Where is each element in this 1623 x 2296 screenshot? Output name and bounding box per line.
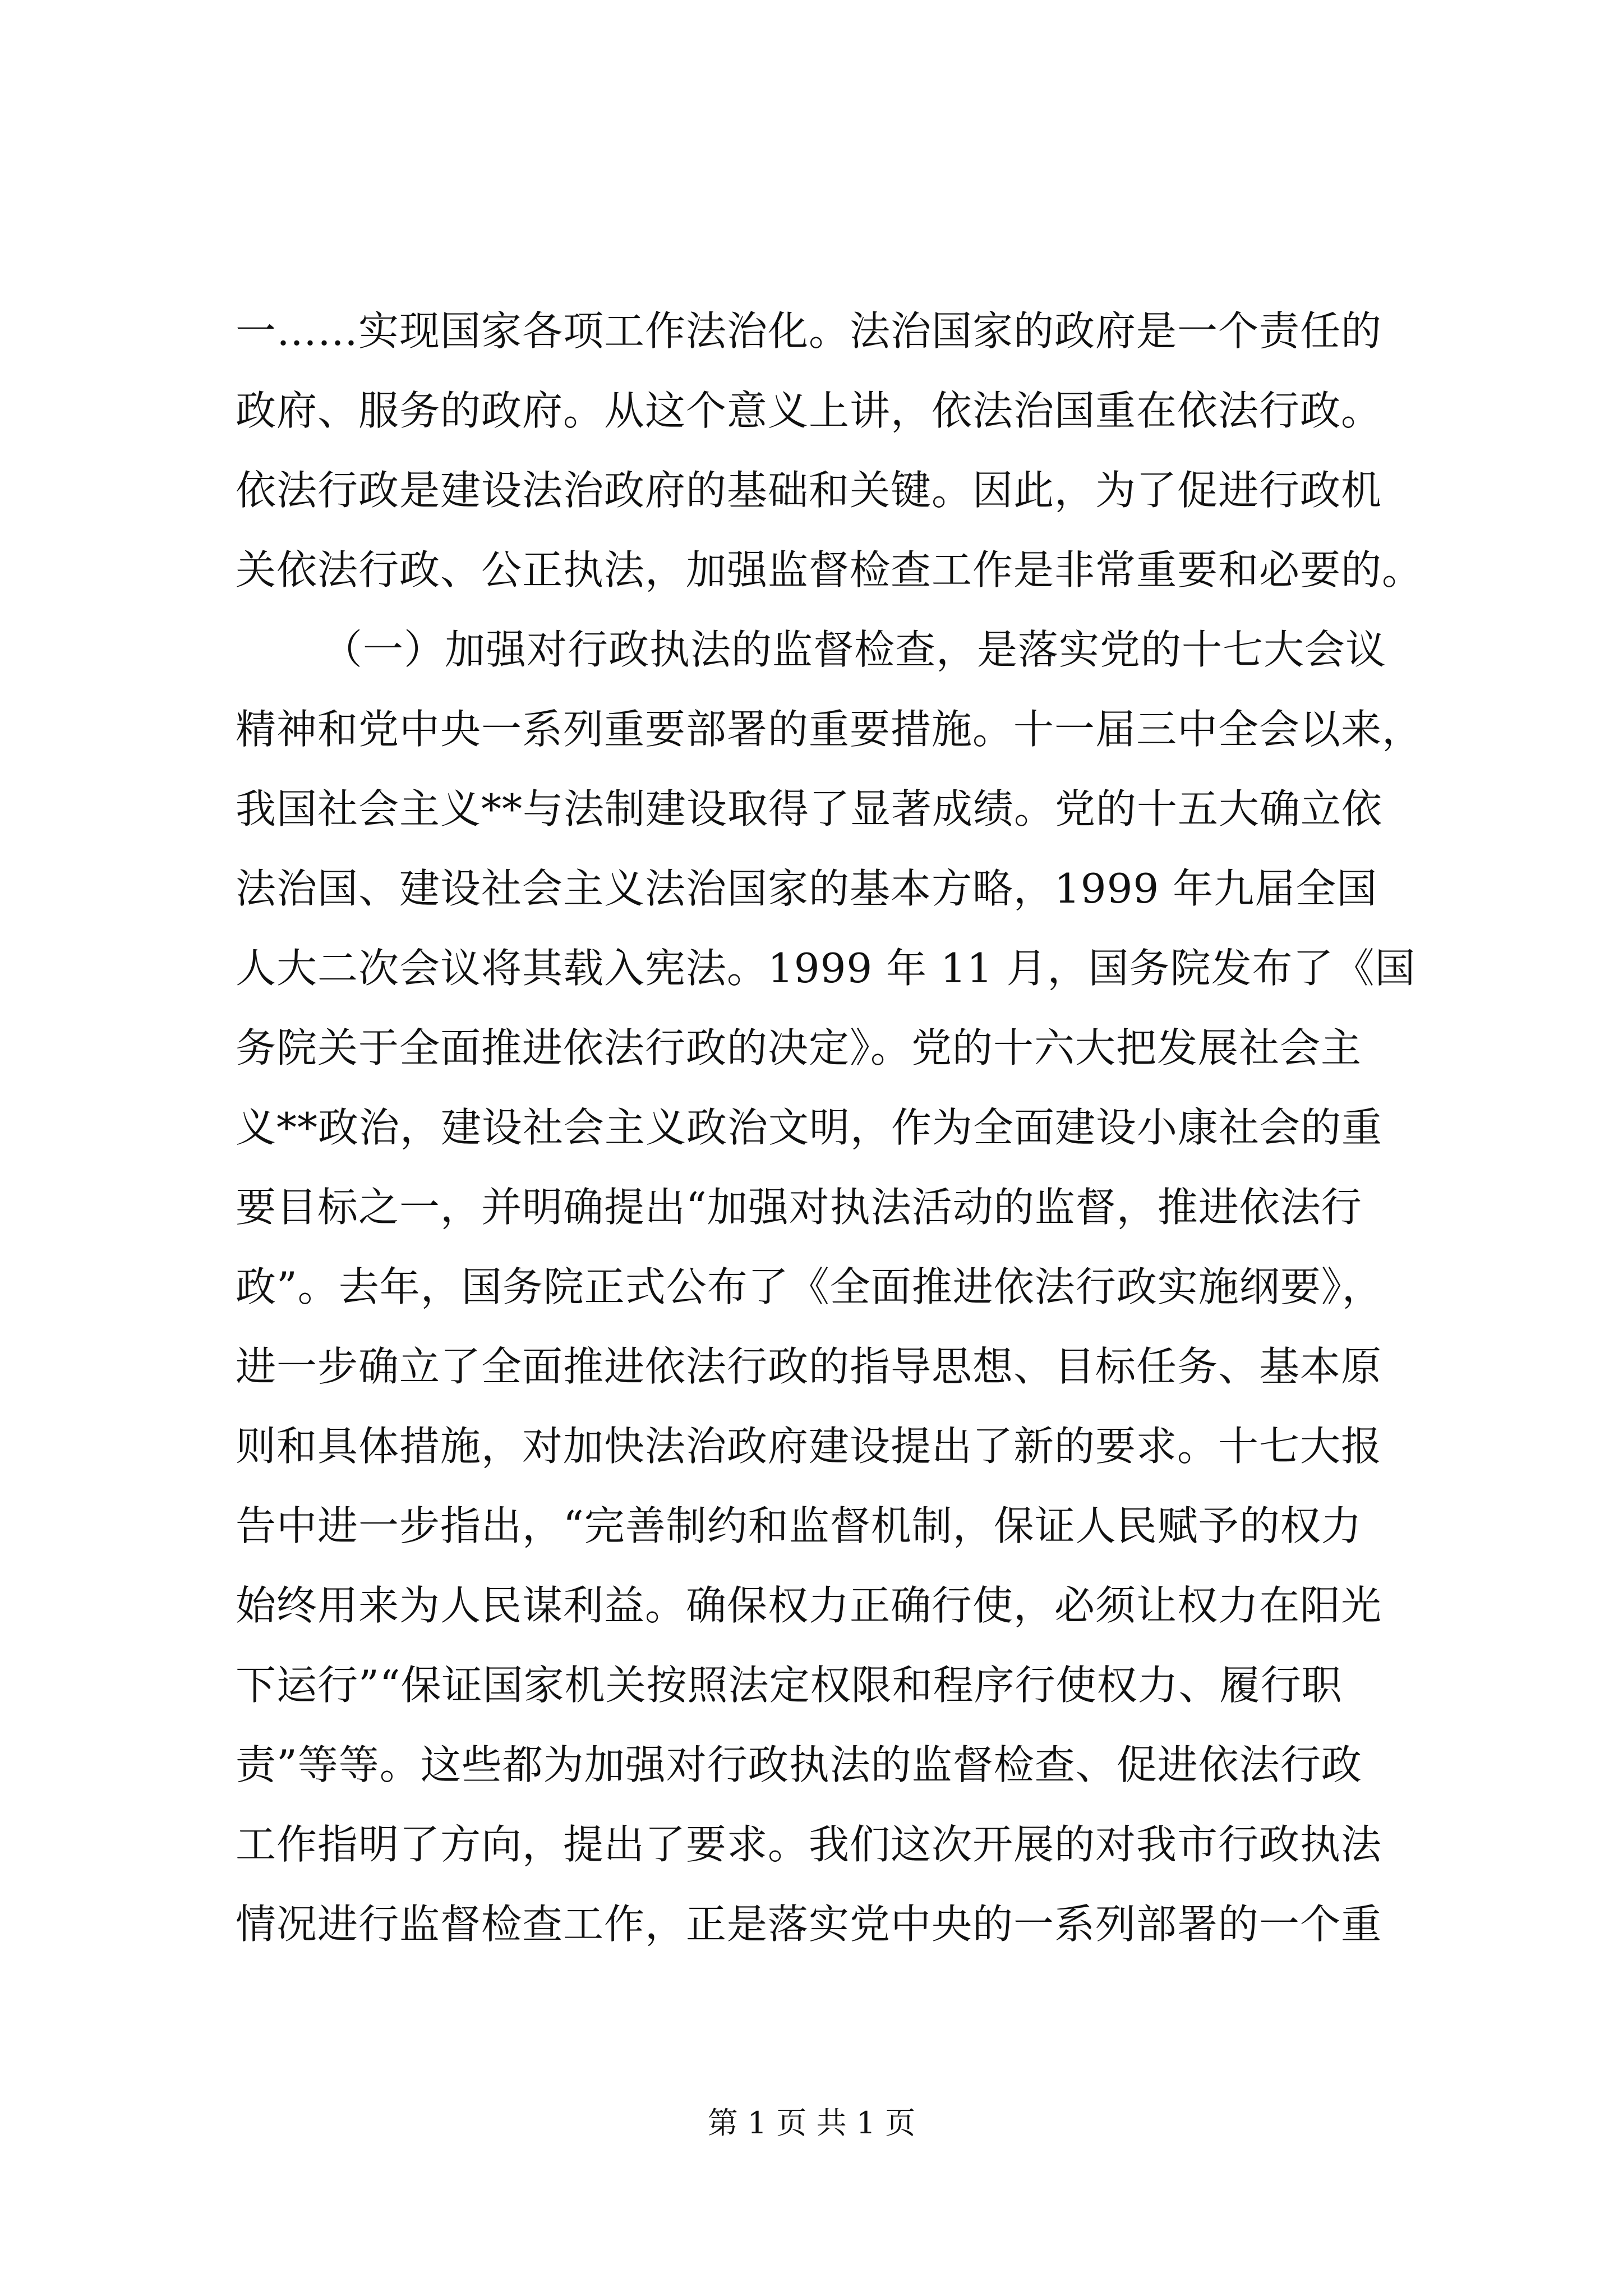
text-line: 我国社会主义**与法制建设取得了显著成绩。党的十五大确立依 [236, 785, 1383, 832]
text-line: 关依法行政、公正执法，加强监督检查工作是非常重要和必要的。 [236, 546, 1423, 593]
text-line: 依法行政是建设法治政府的基础和关键。因此，为了促进行政机 [236, 467, 1382, 514]
text-line: 情况进行监督检查工作，正是落实党中央的一系列部署的一个重 [236, 1901, 1382, 1948]
text-line: 义**政治，建设社会主义政治文明，作为全面建设小康社会的重 [236, 1104, 1383, 1151]
text-line: 务院关于全面推进依法行政的决定》。党的十六大把发展社会主 [236, 1024, 1362, 1071]
text-line: 责”等等。这些都为加强对行政执法的监督检查、促进依法行政 [236, 1741, 1362, 1788]
text-line: 政”。去年，国务院正式公布了《全面推进依法行政实施纲要》， [236, 1263, 1383, 1310]
text-line: 精神和党中央一系列重要部署的重要措施。十一届三中全会以来， [236, 706, 1423, 753]
paragraph-heading-line: （一）加强对行政执法的监督检查，是落实党的十七大会议 [322, 626, 1387, 673]
text-line: 要目标之一，并明确提出“加强对执法活动的监督，推进依法行 [236, 1184, 1362, 1231]
text-line: 工作指明了方向，提出了要求。我们这次开展的对我市行政执法 [236, 1821, 1382, 1868]
text-line: 进一步确立了全面推进依法行政的指导思想、目标任务、基本原 [236, 1343, 1382, 1390]
text-line: 法治国、建设社会主义法治国家的基本方略，1999 年九届全国 [236, 865, 1378, 912]
text-line: 始终用来为人民谋利益。确保权力正确行使，必须让权力在阳光 [236, 1582, 1382, 1629]
page-footer [0, 2101, 1623, 2146]
text-line: 告中进一步指出，“完善制约和监督机制，保证人民赋予的权力 [236, 1502, 1362, 1549]
text-line: 则和具体措施，对加快法治政府建设提出了新的要求。十七大报 [236, 1423, 1382, 1470]
page-number-label: 第 1 页 共 1 页 [707, 2105, 916, 2141]
text-line: 下运行”“保证国家机关按照法定权限和程序行使权力、履行职 [236, 1662, 1343, 1709]
text-line: 一……实现国家各项工作法治化。法治国家的政府是一个责任的 [236, 307, 1382, 355]
text-line: 政府、服务的政府。从这个意义上讲，依法治国重在依法行政。 [236, 387, 1382, 434]
text-line: 人大二次会议将其载入宪法。1999 年 11 月，国务院发布了《国 [236, 945, 1416, 992]
